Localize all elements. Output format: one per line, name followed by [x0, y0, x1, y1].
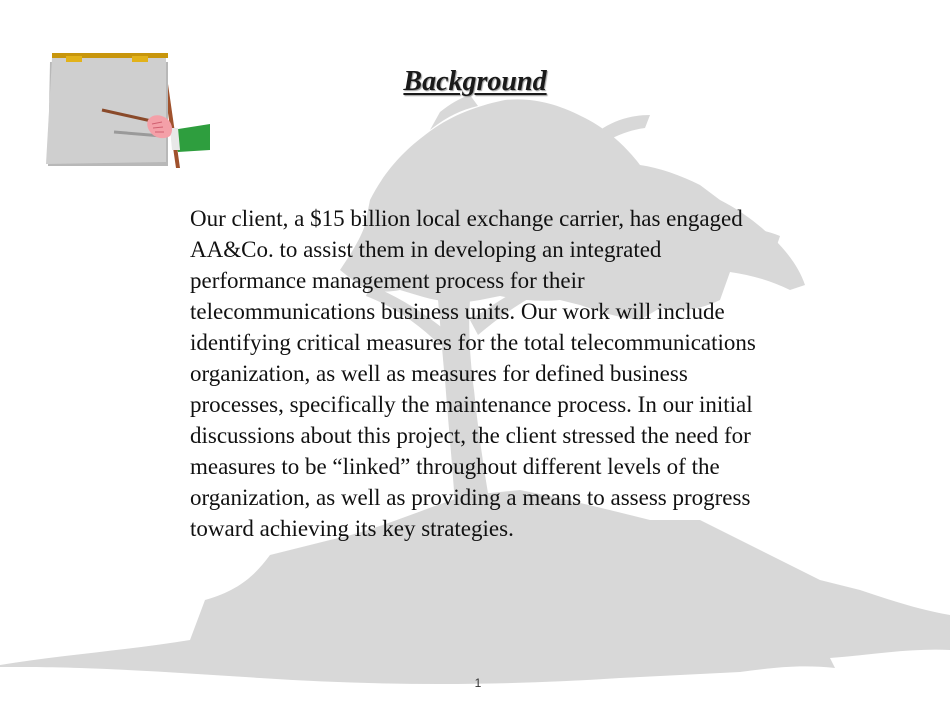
slide-title: Background [403, 66, 547, 97]
page-number: 1 [474, 676, 482, 690]
background-body-text: Our client, a $15 billion local exchange carrier, has engaged AA&Co. to assist them in developing an integrated performance management process for their telecommunications business units. Our work will include identifying critical measures for the total telecommunications organization, as well as measures for defined business processes, specifically the maintenance process. In our initial discussions about this project, the client stressed the need for measures to be “linked” throughout different levels of the organization, as well as providing a means to assess progress toward achieving its key strategies. [190, 206, 756, 541]
